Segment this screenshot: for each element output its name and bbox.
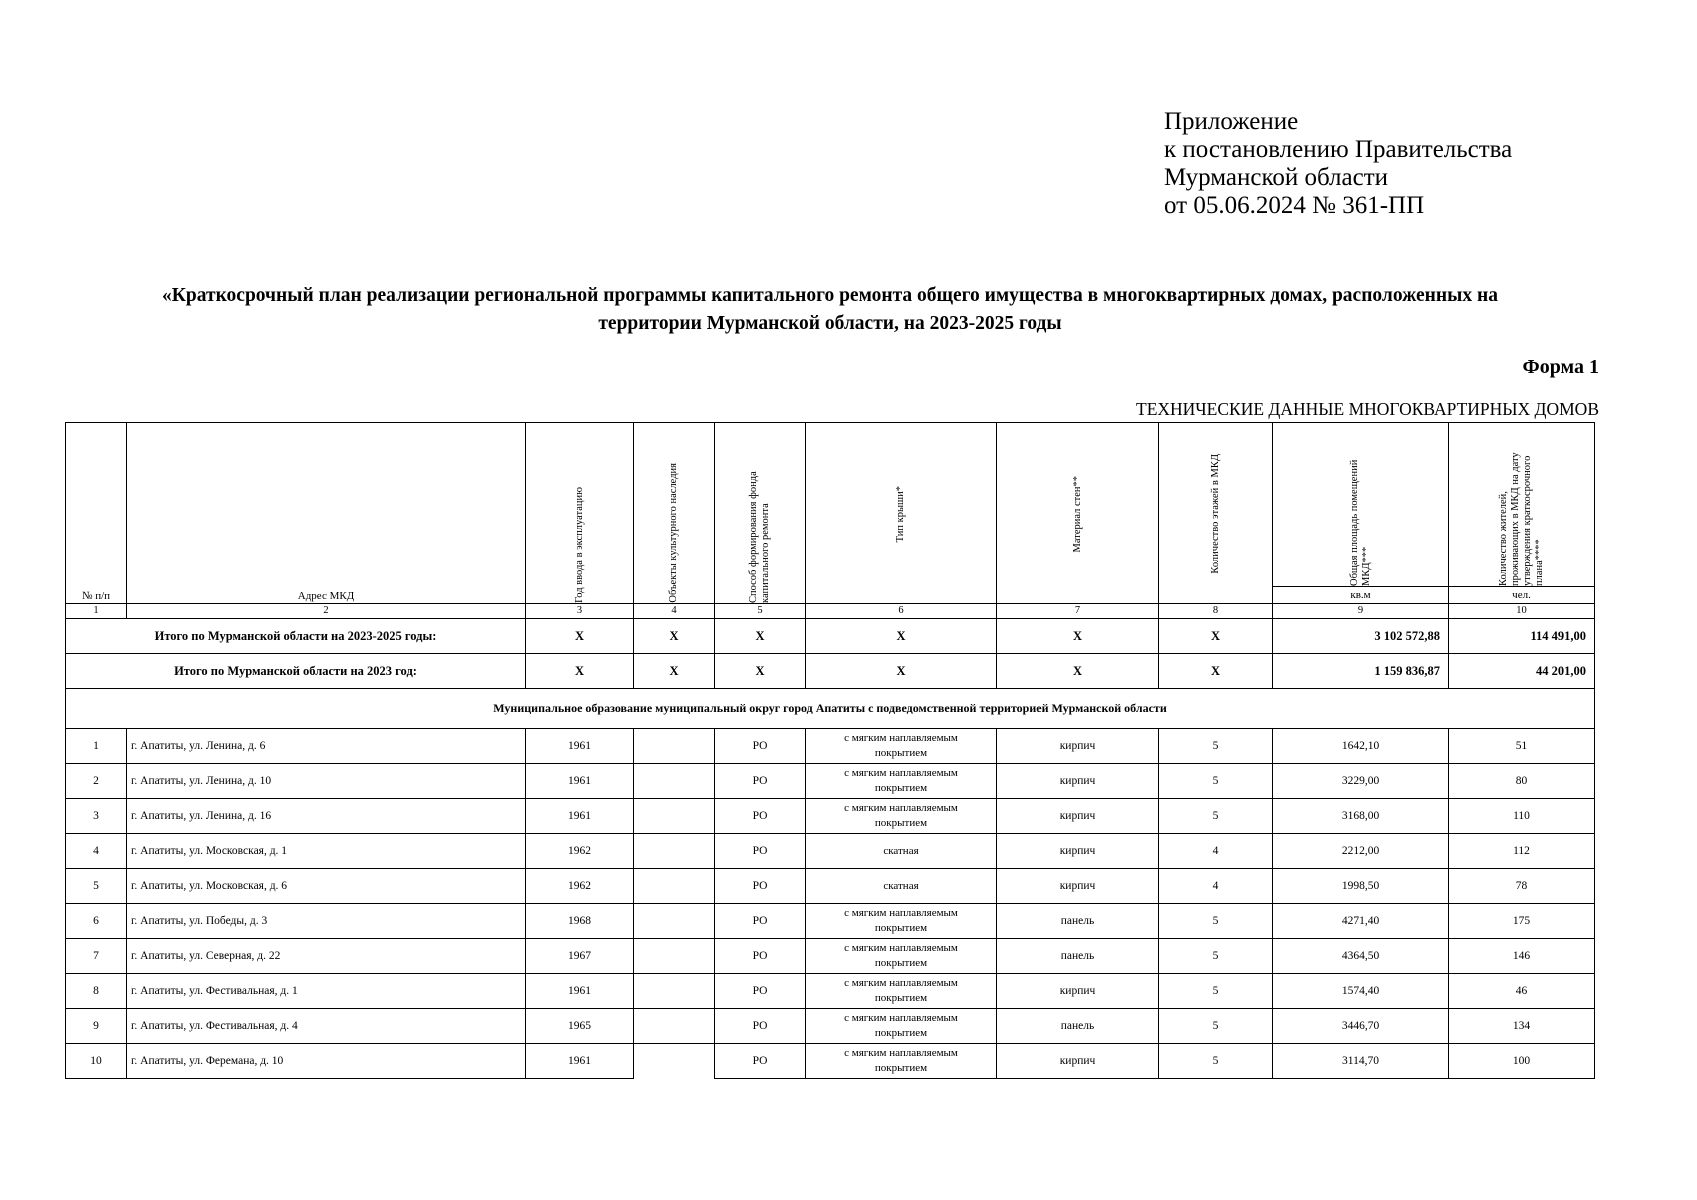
- cell-wall-material: кирпич: [997, 869, 1159, 904]
- cell-area: 2212,00: [1273, 834, 1449, 869]
- unit-area: кв.м: [1273, 587, 1449, 604]
- table-row: [66, 869, 1595, 904]
- total-x: X: [715, 619, 806, 654]
- total-x: X: [526, 619, 634, 654]
- municipality-name: Муниципальное образование муниципальный округ город Апатиты с подведомственной территорией Мурманской области: [66, 689, 1595, 729]
- cell-floors: 5: [1159, 1044, 1273, 1079]
- total-x: X: [806, 654, 997, 689]
- cell-year: 1968: [526, 904, 634, 939]
- cell-address: г. Апатиты, ул. Московская, д. 6: [127, 869, 526, 904]
- cell-address: г. Апатиты, ул. Северная, д. 22: [127, 939, 526, 974]
- cell-year: 1962: [526, 834, 634, 869]
- roof-line: покрытием: [874, 1062, 928, 1074]
- data-rows: [66, 729, 1595, 1079]
- cell-roof-type: [806, 1044, 997, 1079]
- cell-floors: 5: [1159, 1009, 1273, 1044]
- table-row: [66, 939, 1595, 974]
- cell-area: 4364,50: [1273, 939, 1449, 974]
- cell-wall-material: кирпич: [997, 974, 1159, 1009]
- table-row: [66, 729, 1595, 764]
- cell-wall-material: кирпич: [997, 764, 1159, 799]
- cell-fund-method: РО: [715, 869, 806, 904]
- cell-address: г. Апатиты, ул. Ленина, д. 16: [127, 799, 526, 834]
- cell-area: 1574,40: [1273, 974, 1449, 1009]
- appendix-block: [1164, 108, 1512, 220]
- cell-number: 4: [66, 834, 127, 869]
- cell-year: 1965: [526, 1009, 634, 1044]
- header-fund-method: [715, 423, 806, 604]
- document-title: [60, 282, 1600, 338]
- cell-residents: 46: [1449, 974, 1595, 1009]
- cell-residents: 146: [1449, 939, 1595, 974]
- cell-floors: 4: [1159, 834, 1273, 869]
- cell-area: 1998,50: [1273, 869, 1449, 904]
- cell-roof-type: [806, 764, 997, 799]
- cell-area: 4271,40: [1273, 904, 1449, 939]
- cell-number: 10: [66, 1044, 127, 1079]
- cell-year: 1967: [526, 939, 634, 974]
- cell-number: 9: [66, 1009, 127, 1044]
- cell-heritage: [634, 904, 715, 939]
- column-number: 4: [634, 604, 715, 619]
- cell-number: 2: [66, 764, 127, 799]
- cell-wall-material: панель: [997, 939, 1159, 974]
- roof-line: скатная: [883, 879, 919, 892]
- municipality-row: [66, 689, 1595, 729]
- total-x: X: [1159, 619, 1273, 654]
- table-row: [66, 799, 1595, 834]
- table-row: [66, 764, 1595, 799]
- cell-address: г. Апатиты, ул. Фестивальная, д. 1: [127, 974, 526, 1009]
- cell-wall-material: кирпич: [997, 1044, 1159, 1079]
- cell-roof-type: [806, 1009, 997, 1044]
- cell-number: 7: [66, 939, 127, 974]
- total-x: X: [1159, 654, 1273, 689]
- header-heritage: [634, 423, 715, 604]
- cell-number: 3: [66, 799, 127, 834]
- cell-number: 8: [66, 974, 127, 1009]
- appendix-line: от 05.06.2024 № 361-ПП: [1164, 192, 1425, 219]
- table-row: [66, 1044, 1595, 1079]
- cell-wall-material: кирпич: [997, 729, 1159, 764]
- roof-line: с мягким наплавляемым: [844, 942, 958, 954]
- cell-heritage: [634, 939, 715, 974]
- cell-residents: 112: [1449, 834, 1595, 869]
- header-fund-method-text: Способ формирования фонда капитального ремонта: [748, 471, 771, 603]
- header-heritage-text: Объекты культурного наследия: [668, 463, 679, 603]
- roof-line: покрытием: [874, 922, 928, 934]
- cell-number: 1: [66, 729, 127, 764]
- cell-roof-type: [806, 939, 997, 974]
- table-row: [66, 1009, 1595, 1044]
- roof-line: с мягким наплавляемым: [844, 1012, 958, 1024]
- total-area: 1 159 836,87: [1273, 654, 1449, 689]
- cell-area: 3229,00: [1273, 764, 1449, 799]
- roof-line: скатная: [883, 844, 919, 857]
- roof-line: с мягким наплавляемым: [844, 907, 958, 919]
- roof-line: с мягким наплавляемым: [844, 767, 958, 779]
- cell-heritage: [634, 1009, 715, 1044]
- cell-roof-type: [806, 729, 997, 764]
- cell-number: 5: [66, 869, 127, 904]
- cell-address: г. Апатиты, ул. Ленина, д. 10: [127, 764, 526, 799]
- header-roof-type: [806, 423, 997, 604]
- header-address: Адрес МКД: [127, 423, 526, 604]
- cell-fund-method: РО: [715, 1044, 806, 1079]
- table-row: [66, 834, 1595, 869]
- cell-residents: 80: [1449, 764, 1595, 799]
- total-label: Итого по Мурманской области на 2023 год:: [66, 654, 526, 689]
- appendix-line: к постановлению Правительства: [1164, 136, 1513, 163]
- roof-line: покрытием: [874, 957, 928, 969]
- roof-line: покрытием: [874, 817, 928, 829]
- column-number: 5: [715, 604, 806, 619]
- header-roof-type-text: Тип крыши*: [895, 485, 906, 543]
- cell-address: г. Апатиты, ул. Московская, д. 1: [127, 834, 526, 869]
- cell-wall-material: панель: [997, 904, 1159, 939]
- total-area: 3 102 572,88: [1273, 619, 1449, 654]
- cell-floors: 5: [1159, 764, 1273, 799]
- cell-roof-type: [806, 799, 997, 834]
- form-label: Форма 1: [1522, 356, 1599, 378]
- roof-line: с мягким наплавляемым: [844, 977, 958, 989]
- total-x: X: [634, 654, 715, 689]
- document-title-line: территории Мурманской области, на 2023-2025 годы: [598, 313, 1062, 334]
- roof-line: покрытием: [874, 747, 928, 759]
- header-year: [526, 423, 634, 604]
- total-x: X: [997, 654, 1159, 689]
- cell-fund-method: РО: [715, 729, 806, 764]
- cell-floors: 5: [1159, 974, 1273, 1009]
- header-wall-material-text: Материал стен**: [1071, 475, 1083, 553]
- column-number: 7: [997, 604, 1159, 619]
- cell-fund-method: РО: [715, 974, 806, 1009]
- cell-roof-type: [806, 904, 997, 939]
- total-x: X: [715, 654, 806, 689]
- cell-year: 1961: [526, 799, 634, 834]
- roof-line: покрытием: [874, 992, 928, 1004]
- header-number: № п/п: [66, 423, 127, 604]
- header-year-text: Год ввода в эксплуатацию: [573, 487, 585, 603]
- cell-area: 1642,10: [1273, 729, 1449, 764]
- cell-floors: 5: [1159, 939, 1273, 974]
- cell-heritage: [634, 834, 715, 869]
- column-number: 6: [806, 604, 997, 619]
- cell-fund-method: РО: [715, 799, 806, 834]
- header-floors-text: Количество этажей в МКД: [1209, 454, 1221, 574]
- cell-roof-type: [806, 869, 997, 904]
- total-x: X: [634, 619, 715, 654]
- cell-residents: 51: [1449, 729, 1595, 764]
- total-x: X: [526, 654, 634, 689]
- cell-year: 1961: [526, 1044, 634, 1079]
- cell-fund-method: РО: [715, 764, 806, 799]
- total-row: [66, 654, 1595, 689]
- table-header-row: [66, 423, 1595, 587]
- cell-year: 1961: [526, 764, 634, 799]
- cell-fund-method: РО: [715, 939, 806, 974]
- cell-heritage: [634, 869, 715, 904]
- cell-address: г. Апатиты, ул. Фестивальная, д. 4: [127, 1009, 526, 1044]
- column-number: 3: [526, 604, 634, 619]
- cell-wall-material: кирпич: [997, 799, 1159, 834]
- cell-heritage: [634, 799, 715, 834]
- header-wall-material: [997, 423, 1159, 604]
- cell-residents: 110: [1449, 799, 1595, 834]
- cell-heritage: [634, 729, 715, 764]
- roof-line: с мягким наплавляемым: [844, 1047, 958, 1059]
- total-residents: 44 201,00: [1449, 654, 1595, 689]
- column-number: 10: [1449, 604, 1595, 619]
- table-row: [66, 904, 1595, 939]
- cell-heritage: [634, 1044, 715, 1079]
- roof-line: с мягким наплавляемым: [844, 802, 958, 814]
- cell-residents: 175: [1449, 904, 1595, 939]
- header-area: [1273, 423, 1449, 587]
- cell-wall-material: кирпич: [997, 834, 1159, 869]
- cell-fund-method: РО: [715, 904, 806, 939]
- total-x: X: [997, 619, 1159, 654]
- cell-fund-method: РО: [715, 834, 806, 869]
- table-caption: ТЕХНИЧЕСКИЕ ДАННЫЕ МНОГОКВАРТИРНЫХ ДОМОВ: [1136, 399, 1599, 419]
- cell-address: г. Апатиты, ул. Победы, д. 3: [127, 904, 526, 939]
- cell-floors: 5: [1159, 729, 1273, 764]
- total-label: Итого по Мурманской области на 2023-2025 годы:: [66, 619, 526, 654]
- header-floors: [1159, 423, 1273, 604]
- total-x: X: [806, 619, 997, 654]
- column-number: 1: [66, 604, 127, 619]
- cell-year: 1961: [526, 729, 634, 764]
- cell-residents: 100: [1449, 1044, 1595, 1079]
- roof-line: покрытием: [874, 782, 928, 794]
- cell-floors: 4: [1159, 869, 1273, 904]
- unit-residents: чел.: [1449, 587, 1595, 604]
- appendix-line: Мурманской области: [1164, 164, 1389, 191]
- cell-area: 3168,00: [1273, 799, 1449, 834]
- roof-line: покрытием: [874, 1027, 928, 1039]
- cell-roof-type: [806, 974, 997, 1009]
- cell-fund-method: РО: [715, 1009, 806, 1044]
- cell-address: г. Апатиты, ул. Феремана, д. 10: [127, 1044, 526, 1079]
- cell-residents: 78: [1449, 869, 1595, 904]
- total-residents: 114 491,00: [1449, 619, 1595, 654]
- cell-heritage: [634, 764, 715, 799]
- cell-floors: 5: [1159, 799, 1273, 834]
- cell-roof-type: [806, 834, 997, 869]
- roof-line: с мягким наплавляемым: [844, 732, 958, 744]
- column-number: 8: [1159, 604, 1273, 619]
- cell-year: 1962: [526, 869, 634, 904]
- header-residents: [1449, 423, 1595, 587]
- cell-address: г. Апатиты, ул. Ленина, д. 6: [127, 729, 526, 764]
- technical-data-table: [65, 422, 1595, 1079]
- cell-wall-material: панель: [997, 1009, 1159, 1044]
- cell-area: 3114,70: [1273, 1044, 1449, 1079]
- column-number: 2: [127, 604, 526, 619]
- header-area-text: Общая площадь помещений МКД***: [1348, 459, 1372, 586]
- column-number-row: [66, 604, 1595, 619]
- cell-heritage: [634, 974, 715, 1009]
- document-title-line: «Краткосрочный план реализации региональной программы капитального ремонта общего имущества в многоквартирных домах, расположенных на: [162, 285, 1498, 306]
- appendix-line: Приложение: [1164, 108, 1299, 135]
- cell-area: 3446,70: [1273, 1009, 1449, 1044]
- cell-year: 1961: [526, 974, 634, 1009]
- cell-number: 6: [66, 904, 127, 939]
- total-row: [66, 619, 1595, 654]
- header-residents-text: Количество жителей, проживающих в МКД на дату утверждения краткосрочного плана****: [1497, 452, 1545, 586]
- cell-residents: 134: [1449, 1009, 1595, 1044]
- table-row: [66, 974, 1595, 1009]
- cell-floors: 5: [1159, 904, 1273, 939]
- column-number: 9: [1273, 604, 1449, 619]
